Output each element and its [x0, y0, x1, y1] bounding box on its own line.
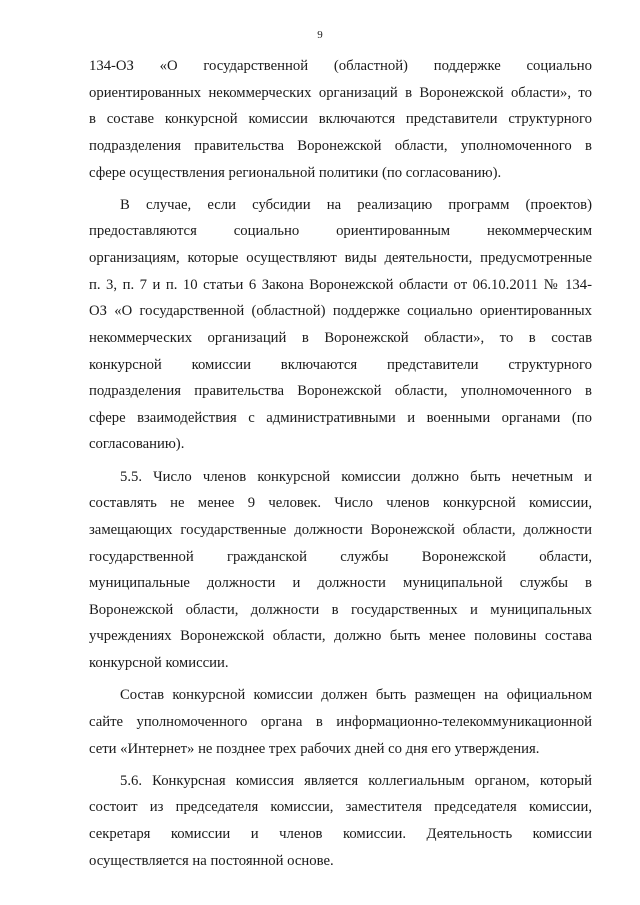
text-line: предоставляются социально ориентированным некоммерческим [89, 223, 592, 240]
text-line: ОЗ «О государственной (областной) поддержке социально ориентированных [89, 303, 592, 320]
page-number: 9 [317, 29, 323, 41]
text-line: п. 3, п. 7 и п. 10 статьи 6 Закона Воронежской области от 06.10.2011 № 134- [89, 276, 592, 293]
text-line: Состав конкурсной комиссии должен быть размещен на официальном [120, 687, 592, 704]
text-line: согласованию). [89, 436, 185, 453]
text-line: некоммерческих организаций в Воронежской области», то в состав [89, 329, 592, 346]
paragraph-continuation [89, 53, 592, 186]
paragraph-commission-publication [89, 682, 592, 762]
text-line: организациям, которые осуществляют виды деятельности, предусмотренные [89, 249, 592, 266]
text-line: муниципальные должности и должности муниципальной службы в [89, 575, 592, 592]
text-line: ориентированных некоммерческих организаций в Воронежской области», то [89, 84, 592, 101]
text-line: подразделения правительства Воронежской области, уполномоченного в [89, 383, 592, 400]
text-line: сфере взаимодействия с административными и военными органами (по [89, 409, 592, 426]
text-line: осуществляется на постоянной основе. [89, 852, 334, 869]
text-line: В случае, если субсидии на реализацию программ (проектов) [120, 196, 592, 213]
paragraph-subsidies [89, 192, 592, 458]
text-line: 5.6. Конкурсная комиссия является коллегиальным органом, который [120, 772, 592, 789]
text-line: сфере осуществления региональной политики (по согласованию). [89, 164, 502, 181]
paragraph-5-5 [89, 464, 592, 677]
text-line: в составе конкурсной комиссии включаются представители структурного [89, 111, 592, 128]
text-line: сайте уполномоченного органа в информационно-телекоммуникационной [89, 713, 592, 730]
text-line: подразделения правительства Воронежской области, уполномоченного в [89, 137, 592, 154]
text-line: Воронежской области, должности в государственных и муниципальных [89, 601, 592, 618]
text-line: конкурсной комиссии. [89, 655, 229, 672]
text-line: конкурсной комиссии включаются представители структурного [89, 356, 592, 373]
document-body [89, 53, 592, 874]
text-line: замещающих государственные должности Воронежской области, должности [89, 521, 592, 538]
text-line: сети «Интернет» не позднее трех рабочих дней со дня его утверждения. [89, 740, 540, 757]
text-line: 134-ОЗ «О государственной (областной) поддержке социально [89, 58, 592, 74]
text-line: состоит из председателя комиссии, заместителя председателя комиссии, [89, 799, 592, 816]
text-line: учреждениях Воронежской области, должно быть менее половины состава [89, 628, 592, 645]
text-line: 5.5. Число членов конкурсной комиссии должно быть нечетным и [120, 468, 592, 485]
text-line: государственной гражданской службы Воронежской области, [89, 548, 592, 565]
text-line: секретаря комиссии и членов комиссии. Деятельность комиссии [89, 825, 592, 842]
text-line: составлять не менее 9 человек. Число членов конкурсной комиссии, [89, 495, 592, 512]
paragraph-5-6 [89, 768, 592, 875]
